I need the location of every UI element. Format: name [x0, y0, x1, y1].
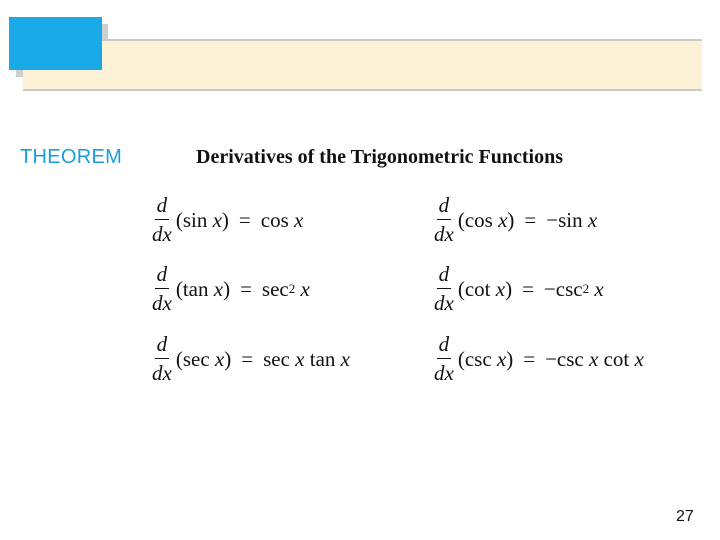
derivative-operator: $\frac{d}{dx}$	[434, 332, 454, 385]
derivative-operator: $\frac{d}{dx}$	[434, 262, 454, 315]
derivative-operator: $\frac{d}{dx}$	[152, 193, 172, 246]
derivative-operator: $\frac{d}{dx}$	[434, 193, 454, 246]
formula-cot: $\frac{d}{dx}$ (cot x) = − csc 2 x	[434, 262, 604, 315]
formula-csc: $\frac{d}{dx}$ (csc x) = − csc x cot x	[434, 332, 644, 385]
page-number: 27	[676, 508, 694, 525]
theorem-label: THEOREM	[20, 146, 123, 168]
theorem-title: Derivatives of the Trigonometric Functions	[196, 146, 563, 168]
derivative-operator: $\frac{d}{dx}$	[152, 262, 172, 315]
header-band	[23, 39, 702, 91]
formula-tan: $\frac{d}{dx}$ (tan x) = sec 2 x	[152, 262, 310, 315]
derivative-operator: $\frac{d}{dx}$	[152, 332, 172, 385]
decorative-blue-square	[9, 17, 102, 70]
formula-sec: $\frac{d}{dx}$ (sec x) = sec x tan x	[152, 332, 350, 385]
formula-sin: $\frac{d}{dx}$ (sin x) = cos x	[152, 193, 304, 246]
formula-cos: $\frac{d}{dx}$ (cos x) = − sin x	[434, 193, 598, 246]
